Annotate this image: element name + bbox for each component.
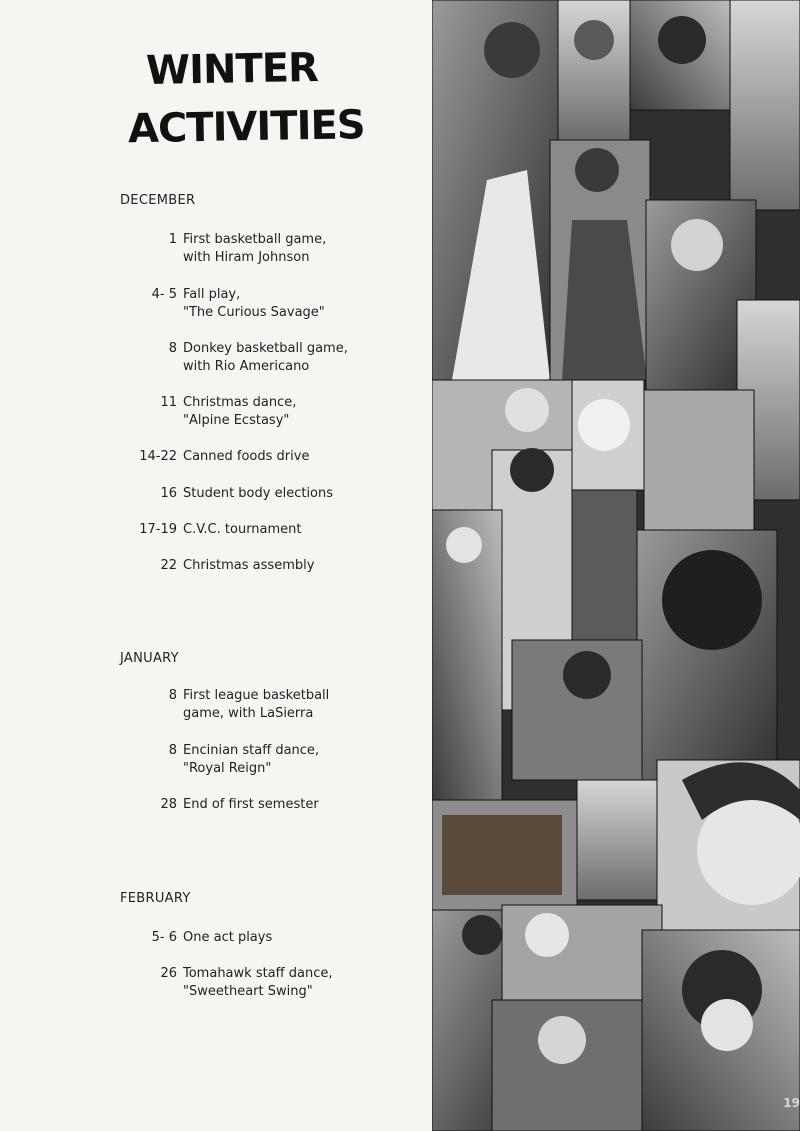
event-line: with Rio Americano (183, 359, 310, 374)
event-date: 22 (160, 558, 177, 573)
event-date: 16 (160, 486, 177, 501)
event-line: "The Curious Savage" (183, 305, 325, 320)
month-heading-december: DECEMBER (120, 193, 196, 208)
page-title (128, 40, 388, 156)
event-line: "Royal Reign" (183, 761, 272, 776)
event-item (100, 448, 400, 466)
event-line: Donkey basketball game, (183, 341, 348, 356)
month-heading-february: FEBRUARY (120, 891, 191, 906)
event-description (183, 394, 296, 430)
event-line: First basketball game, (183, 232, 327, 247)
event-line: Student body elections (183, 486, 334, 501)
event-item (100, 687, 400, 723)
title-line-2: ACTIVITIES (127, 102, 366, 153)
event-item (100, 965, 400, 1001)
event-line: "Sweetheart Swing" (183, 984, 313, 999)
event-line: Christmas dance, (183, 395, 297, 410)
photo-collage-graphic (432, 0, 800, 1131)
event-line: Fall play, (183, 287, 241, 302)
event-description (183, 557, 314, 575)
event-date: 8 (168, 341, 177, 356)
event-line: Tomahawk staff dance, (183, 966, 333, 981)
event-date: 5- 6 (151, 930, 177, 945)
event-line: End of first semester (183, 797, 319, 812)
event-item (100, 557, 400, 575)
event-date: 8 (168, 743, 177, 758)
event-description (183, 521, 302, 539)
event-line: Christmas assembly (183, 558, 315, 573)
event-date: 28 (160, 797, 177, 812)
event-date: 17-19 (139, 522, 177, 537)
event-line: Canned foods drive (183, 449, 310, 464)
event-item (100, 485, 400, 503)
event-description (183, 485, 333, 503)
event-date: 14-22 (139, 449, 177, 464)
event-item (100, 929, 400, 947)
event-line: First league basketball (183, 688, 330, 703)
event-line: One act plays (183, 930, 273, 945)
event-item (100, 286, 400, 322)
title-line-1: WINTER (145, 44, 319, 94)
event-line: game, with LaSierra (183, 706, 314, 721)
event-description (183, 742, 319, 778)
event-line: C.V.C. tournament (183, 522, 302, 537)
event-date: 1 (168, 232, 177, 247)
event-date: 26 (160, 966, 177, 981)
event-line: Encinian staff dance, (183, 743, 320, 758)
photo-collage (432, 0, 800, 1131)
event-description (183, 965, 332, 1001)
event-description (183, 929, 272, 947)
page-number: 19 (783, 1096, 800, 1110)
event-description (183, 231, 326, 267)
event-item (100, 394, 400, 430)
event-description (183, 340, 348, 376)
event-line: "Alpine Ecstasy" (183, 413, 290, 428)
event-item (100, 796, 400, 814)
event-description (183, 286, 325, 322)
event-date: 11 (160, 395, 177, 410)
event-date: 8 (168, 688, 177, 703)
event-line: with Hiram Johnson (183, 250, 310, 265)
event-item (100, 340, 400, 376)
event-item (100, 521, 400, 539)
event-description (183, 687, 329, 723)
event-description (183, 796, 319, 814)
event-description (183, 448, 309, 466)
event-item (100, 742, 400, 778)
event-item (100, 231, 400, 267)
event-date: 4- 5 (151, 287, 177, 302)
month-heading-january: JANUARY (120, 651, 179, 666)
